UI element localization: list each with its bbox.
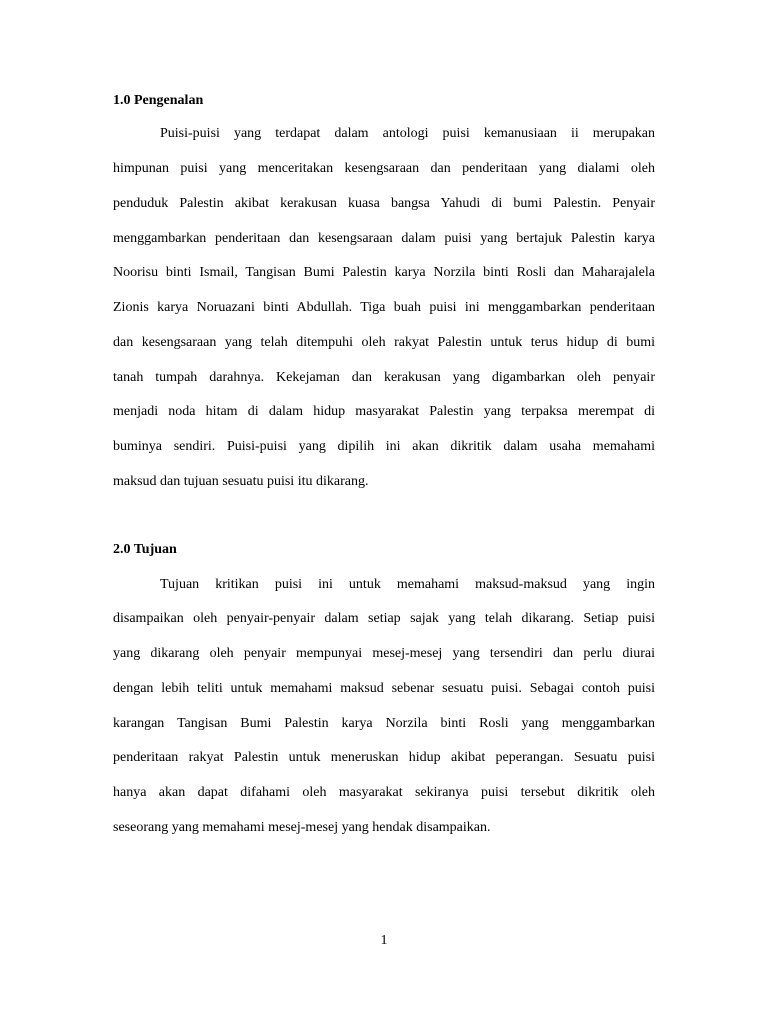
paragraph-line: Zionis karya Noruazani binti Abdullah. Tiga buah puisi ini menggambarkan penderitaan xyxy=(113,300,655,315)
paragraph-line: Tujuan kritikan puisi ini untuk memahami maksud-maksud yang ingin xyxy=(160,577,655,592)
section-heading-introduction: 1.0 Pengenalan xyxy=(113,93,204,108)
page-number: 1 xyxy=(380,933,388,948)
paragraph-line: penduduk Palestin akibat kerakusan kuasa bangsa Yahudi di bumi Palestin. Penyair xyxy=(113,196,655,211)
paragraph-line: dan kesengsaraan yang telah ditempuhi oleh rakyat Palestin untuk terus hidup di bumi xyxy=(113,335,655,350)
paragraph-line: dengan lebih teliti untuk memahami maksud sebenar sesuatu puisi. Sebagai contoh puisi xyxy=(113,681,655,696)
paragraph-line: maksud dan tujuan sesuatu puisi itu dikarang. xyxy=(113,474,369,489)
paragraph-line: seseorang yang memahami mesej-mesej yang hendak disampaikan. xyxy=(113,820,491,835)
paragraph-line: Noorisu binti Ismail, Tangisan Bumi Palestin karya Norzila binti Rosli dan Maharajalela xyxy=(113,265,655,280)
paragraph-line: hanya akan dapat difahami oleh masyarakat sekiranya puisi tersebut dikritik oleh xyxy=(113,785,655,800)
paragraph-line: buminya sendiri. Puisi-puisi yang dipilih ini akan dikritik dalam usaha memahami xyxy=(113,439,655,454)
paragraph-line: karangan Tangisan Bumi Palestin karya Norzila binti Rosli yang menggambarkan xyxy=(113,716,655,731)
section-heading-purpose: 2.0 Tujuan xyxy=(113,542,177,557)
paragraph-line: Puisi-puisi yang terdapat dalam antologi puisi kemanusiaan ii merupakan xyxy=(160,126,655,141)
paragraph-line: menggambarkan penderitaan dan kesengsaraan dalam puisi yang bertajuk Palestin karya xyxy=(113,231,655,246)
paragraph-line: penderitaan rakyat Palestin untuk meneruskan hidup akibat peperangan. Sesuatu puisi xyxy=(113,750,655,765)
paragraph-line: tanah tumpah darahnya. Kekejaman dan kerakusan yang digambarkan oleh penyair xyxy=(113,370,655,385)
paragraph-line: menjadi noda hitam di dalam hidup masyarakat Palestin yang terpaksa merempat di xyxy=(113,404,655,419)
paragraph-line: yang dikarang oleh penyair mempunyai mesej-mesej yang tersendiri dan perlu diurai xyxy=(113,646,655,661)
paragraph-line: himpunan puisi yang menceritakan kesengsaraan dan penderitaan yang dialami oleh xyxy=(113,161,655,176)
paragraph-line: disampaikan oleh penyair-penyair dalam setiap sajak yang telah dikarang. Setiap puisi xyxy=(113,611,655,626)
